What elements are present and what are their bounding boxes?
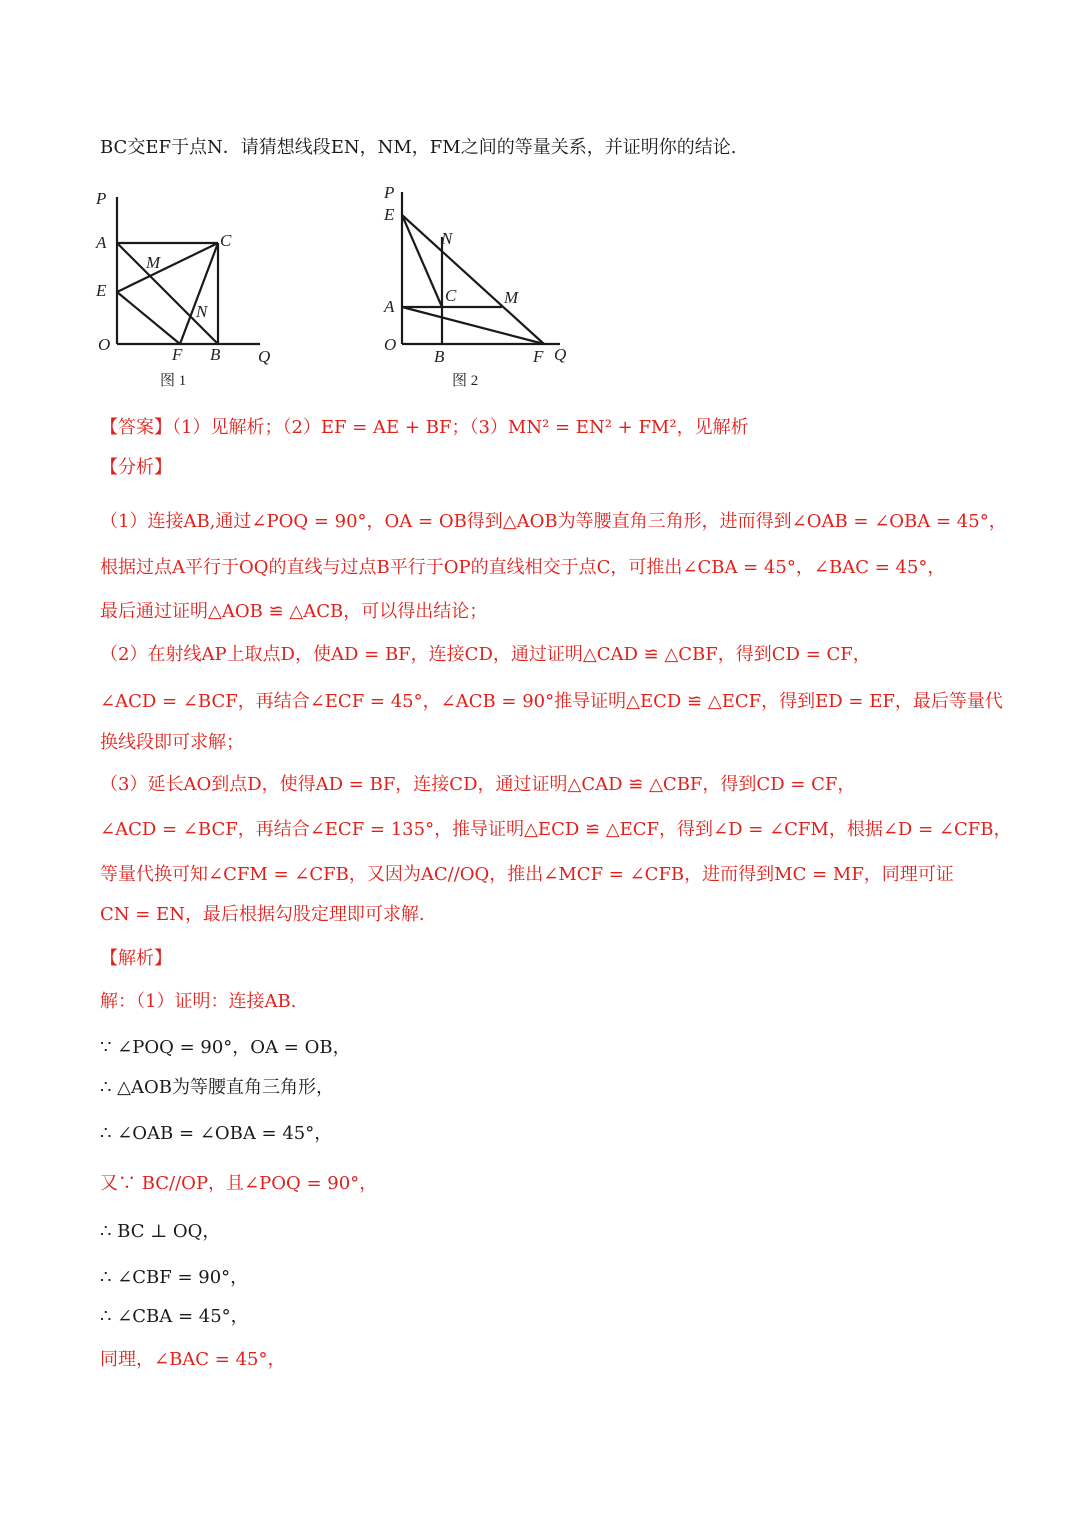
- fig1-label-p: P: [96, 189, 107, 208]
- fig2-label-m: M: [504, 288, 519, 307]
- fig2-label-a: A: [384, 297, 395, 316]
- fig2-label-c: C: [445, 286, 457, 305]
- solution-line: ∵ ∠POQ = 90°，OA = OB，: [100, 1037, 351, 1058]
- figure-1: [90, 182, 290, 401]
- fig2-label-e: E: [384, 205, 395, 224]
- fig1-label-b: B: [210, 345, 221, 364]
- fig2-caption: 图 2: [452, 373, 479, 389]
- fig1-line-ef: [117, 292, 180, 344]
- fig1-label-m: M: [146, 253, 161, 272]
- fig1-label-o: O: [98, 335, 111, 354]
- fig2-line-ec: [402, 215, 442, 307]
- fig2-label-b: B: [434, 347, 445, 366]
- fig2-label-o: O: [384, 335, 397, 354]
- analysis-line: 换线段即可求解；: [100, 732, 244, 753]
- fig1-label-q: Q: [258, 347, 271, 366]
- analysis-line: ∠ACD = ∠BCF，再结合∠ECF = 45°，∠ACB = 90°推导证明△ECD ≌ △ECF，得到ED = EF，最后等量代: [100, 691, 1003, 712]
- fig1-caption: 图 1: [160, 373, 187, 389]
- fig1-label-e: E: [96, 281, 107, 300]
- solution-line: 同理，∠BAC = 45°，: [100, 1349, 286, 1370]
- figure-2: [378, 182, 578, 401]
- analysis-line: （2）在射线AP上取点D，使AD = BF，连接CD，通过证明△CAD ≌ △CBF，得到CD = CF，: [100, 644, 871, 665]
- solution-line: 解：（1）证明：连接AB.: [100, 991, 297, 1012]
- fig1-label-c: C: [220, 231, 232, 250]
- answer-line: [100, 416, 749, 440]
- figure-1-svg: [90, 182, 290, 397]
- fig2-label-q: Q: [554, 345, 567, 364]
- solution-line: ∴ ∠OAB = ∠OBA = 45°，: [100, 1123, 333, 1144]
- figure-2-svg: [378, 182, 578, 397]
- fig1-label-a: A: [96, 233, 107, 252]
- fig1-line-ab: [117, 243, 218, 344]
- fig1-label-n: N: [196, 302, 208, 321]
- answer-heading: 【答案】: [100, 417, 172, 438]
- fig1-label-f: F: [172, 345, 183, 364]
- solution-line: ∴ BC ⊥ OQ，: [100, 1221, 221, 1242]
- analysis-line: ∠ACD = ∠BCF，再结合∠ECF = 135°，推导证明△ECD ≌ △ECF，得到∠D = ∠CFM，根据∠D = ∠CFB，: [100, 819, 1012, 840]
- analysis-line: （1）连接AB,通过∠POQ = 90°，OA = OB得到△AOB为等腰直角三角形，进而得到∠OAB = ∠OBA = 45°，: [100, 511, 1007, 532]
- analysis-line: （3）延长AO到点D，使得AD = BF，连接CD，通过证明△CAD ≌ △CBF，得到CD = CF，: [100, 774, 856, 795]
- fig2-label-p: P: [384, 183, 395, 202]
- solution-line: 又∵ BC//OP，且∠POQ = 90°，: [100, 1173, 378, 1194]
- analysis-line: CN = EN，最后根据勾股定理即可求解.: [100, 904, 425, 925]
- solution-line: ∴ ∠CBA = 45°，: [100, 1306, 249, 1327]
- problem-text: BC交EF于点N．请猜想线段EN，NM，FM之间的等量关系，并证明你的结论.: [100, 137, 737, 158]
- analysis-line: 最后通过证明△AOB ≌ △ACB，可以得出结论；: [100, 601, 488, 622]
- analysis-line: 等量代换可知∠CFM = ∠CFB，又因为AC//OQ，推出∠MCF = ∠CFB，进而得到MC = MF，同理可证: [100, 864, 954, 885]
- solution-line: ∴ △AOB为等腰直角三角形，: [100, 1077, 334, 1098]
- answer-text: （1）见解析；（2）EF = AE + BF；（3）MN² = EN² + FM²，见解析: [172, 417, 749, 438]
- fig2-label-n: N: [441, 229, 453, 248]
- solution-line: ∴ ∠CBF = 90°，: [100, 1267, 249, 1288]
- solution-heading: 【解析】: [100, 948, 172, 969]
- fig2-label-f: F: [533, 347, 544, 366]
- analysis-line: 根据过点A平行于OQ的直线与过点B平行于OP的直线相交于点C，可推出∠CBA = 45°，∠BAC = 45°，: [100, 557, 946, 578]
- analysis-heading: 【分析】: [100, 457, 172, 478]
